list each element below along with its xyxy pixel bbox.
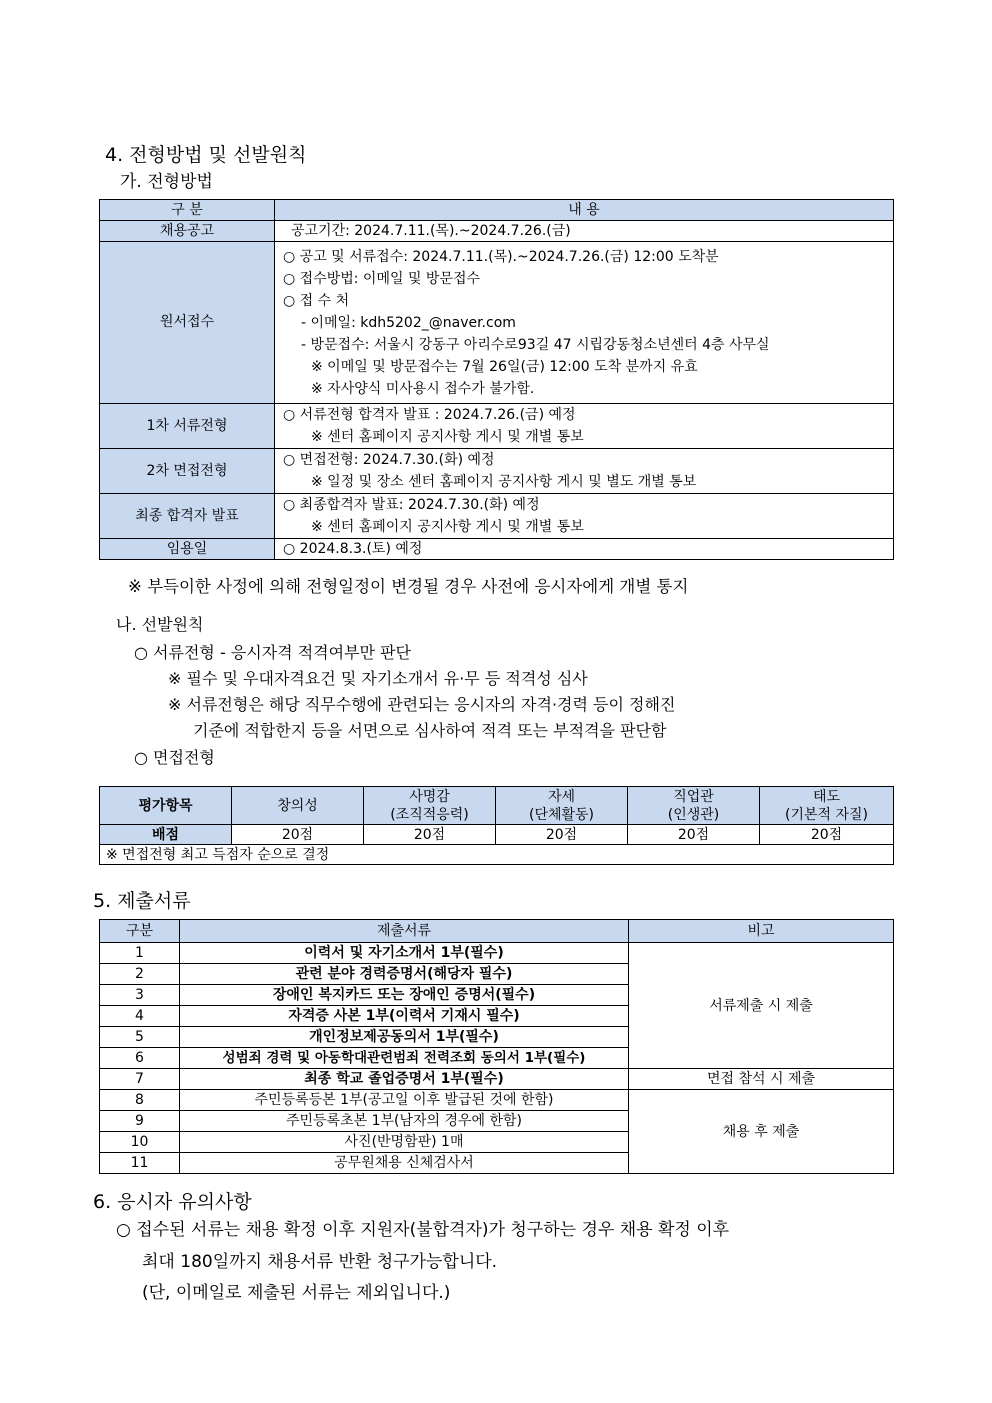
doc-no: 3 [100,985,180,1006]
doc-remark: 채용 후 제출 [629,1090,894,1174]
table-header-row [100,920,894,943]
content-line: ○ 공고 및 서류접수: 2024.7.11.(목).~2024.7.26.(금) 12:00 도착분 [283,248,719,265]
score-header: 평가항목 [100,787,232,825]
interview-item: ○ 면접전형 [134,748,215,767]
doc-name: 사진(반명함판) 1매 [180,1132,629,1153]
content-line: ○ 면접전형: 2024.7.30.(화) 예정 [283,452,495,468]
schedule-change-note: ※ 부득이한 사정에 의해 전형일정이 변경될 경우 사전에 응시자에게 개별 통지 [128,577,689,596]
content-line: ※ 자사양식 미사용시 접수가 불가함. [311,380,535,397]
table-row [100,242,894,404]
table-row [100,539,894,560]
content-line: ※ 이메일 및 방문접수는 7월 26일(금) 12:00 도착 분까지 유효 [311,358,698,375]
col-header-no: 구분 [100,920,180,943]
table-row [100,449,894,494]
doc-no: 1 [100,943,180,964]
doc-no: 8 [100,1090,180,1111]
interview-score-table [99,786,894,865]
notice-line: ○ 접수된 서류는 채용 확정 이후 지원자(불합격자)가 청구하는 경우 채용 확정 이후 [116,1220,730,1240]
table-row [100,943,894,964]
section4-subtitle-a: 가. 전형방법 [120,172,213,192]
row-content: ○ 2024.8.3.(토) 예정 [275,539,894,560]
doc-remark: 면접 참석 시 제출 [629,1069,894,1090]
doc-no: 6 [100,1048,180,1069]
score-header: 직업관 (인생관) [628,787,760,825]
doc-no: 4 [100,1006,180,1027]
documents-table [99,919,894,1174]
content-line: - 방문접수: 서울시 강동구 아리수로93길 47 시립강동청소년센터 4층 사무실 [301,336,770,353]
document-screening-note: ※ 서류전형은 해당 직무수행에 관련되는 응시자의 자격·경력 등이 정해진 [168,695,676,714]
content-line: ○ 최종합격자 발표: 2024.7.30.(화) 예정 [283,497,540,513]
row-label: 임용일 [100,539,275,560]
row-content [275,449,894,494]
section4-subtitle-b: 나. 선발원칙 [116,615,204,634]
doc-name: 장애인 복지카드 또는 장애인 증명서(필수) [180,985,629,1006]
score-header: 사명감 (조직적응력) [364,787,496,825]
doc-name: 성범죄 경력 및 아동학대관련범죄 전력조회 동의서 1부(필수) [180,1048,629,1069]
document-screening-note: ※ 필수 및 우대자격요건 및 자기소개서 유·무 등 적격성 심사 [168,669,588,688]
col-header-remark: 비고 [629,920,894,943]
doc-name: 관련 분야 경력증명서(해당자 필수) [180,964,629,985]
row-content [275,242,894,404]
score-header: 자세 (단체활동) [496,787,628,825]
notice-line: 최대 180일까지 채용서류 반환 청구가능합니다. [142,1252,498,1272]
row-content [275,404,894,449]
doc-no: 2 [100,964,180,985]
score-note: ※ 면접전형 최고 득점자 순으로 결정 [100,845,894,865]
table-row [100,1069,894,1090]
score-value: 20점 [496,825,628,845]
doc-name: 공무원채용 신체검사서 [180,1153,629,1174]
row-label: 최종 합격자 발표 [100,494,275,539]
score-value: 20점 [364,825,496,845]
content-line: ○ 서류전형 합격자 발표 : 2024.7.26.(금) 예정 [283,407,576,423]
table-row [100,825,894,845]
row-label: 2차 면접전형 [100,449,275,494]
doc-name: 주민등록초본 1부(남자의 경우에 한함) [180,1111,629,1132]
table-header-row [100,200,894,221]
table-row [100,845,894,865]
col-header-content: 내 용 [275,200,894,221]
score-header: 태도 (기본적 자질) [760,787,894,825]
score-header: 창의성 [232,787,364,825]
content-line: ○ 접수방법: 이메일 및 방문접수 [283,270,481,287]
doc-name: 개인정보제공동의서 1부(필수) [180,1027,629,1048]
doc-no: 11 [100,1153,180,1174]
content-line: ※ 센터 홈페이지 공지사항 게시 및 개별 통보 [311,429,584,445]
row-label: 1차 서류전형 [100,404,275,449]
content-line: ※ 일정 및 장소 센터 홈페이지 공지사항 게시 및 별도 개별 통보 [311,474,697,490]
doc-no: 9 [100,1111,180,1132]
doc-name: 주민등록등본 1부(공고일 이후 발급된 것에 한함) [180,1090,629,1111]
notice-line: (단, 이메일로 제출된 서류는 제외입니다.) [142,1283,451,1303]
table-row [100,494,894,539]
doc-name: 최종 학교 졸업증명서 1부(필수) [180,1069,629,1090]
content-line: ※ 센터 홈페이지 공지사항 게시 및 개별 통보 [311,519,584,535]
document-screening-item: ○ 서류전형 - 응시자격 적격여부만 판단 [134,643,412,662]
document-screening-note: 기준에 적합한지 등을 서면으로 심사하여 적격 또는 부적격을 판단함 [193,721,667,740]
row-content: 공고기간: 2024.7.11.(목).~2024.7.26.(금) [275,221,894,242]
score-value: 20점 [232,825,364,845]
doc-name: 이력서 및 자기소개서 1부(필수) [180,943,629,964]
content-line: ○ 접 수 처 [283,292,350,309]
section4-title: 4. 전형방법 및 선발원칙 [105,144,307,166]
doc-no: 10 [100,1132,180,1153]
row-label: 원서접수 [100,242,275,404]
row-content [275,494,894,539]
selection-method-table [99,199,894,560]
table-row [100,1090,894,1111]
section5-title: 5. 제출서류 [93,890,191,912]
row-label: 채용공고 [100,221,275,242]
content-line: - 이메일: kdh5202_@naver.com [301,314,516,331]
doc-name: 자격증 사본 1부(이력서 기재시 필수) [180,1006,629,1027]
table-row [100,404,894,449]
score-value: 20점 [628,825,760,845]
table-row [100,221,894,242]
section6-title: 6. 응시자 유의사항 [93,1191,252,1213]
doc-no: 5 [100,1027,180,1048]
table-header-row [100,787,894,825]
score-value: 20점 [760,825,894,845]
col-header-document: 제출서류 [180,920,629,943]
doc-no: 7 [100,1069,180,1090]
doc-remark: 서류제출 시 제출 [629,943,894,1069]
score-row-label: 배점 [100,825,232,845]
col-header-category: 구 분 [100,200,275,221]
